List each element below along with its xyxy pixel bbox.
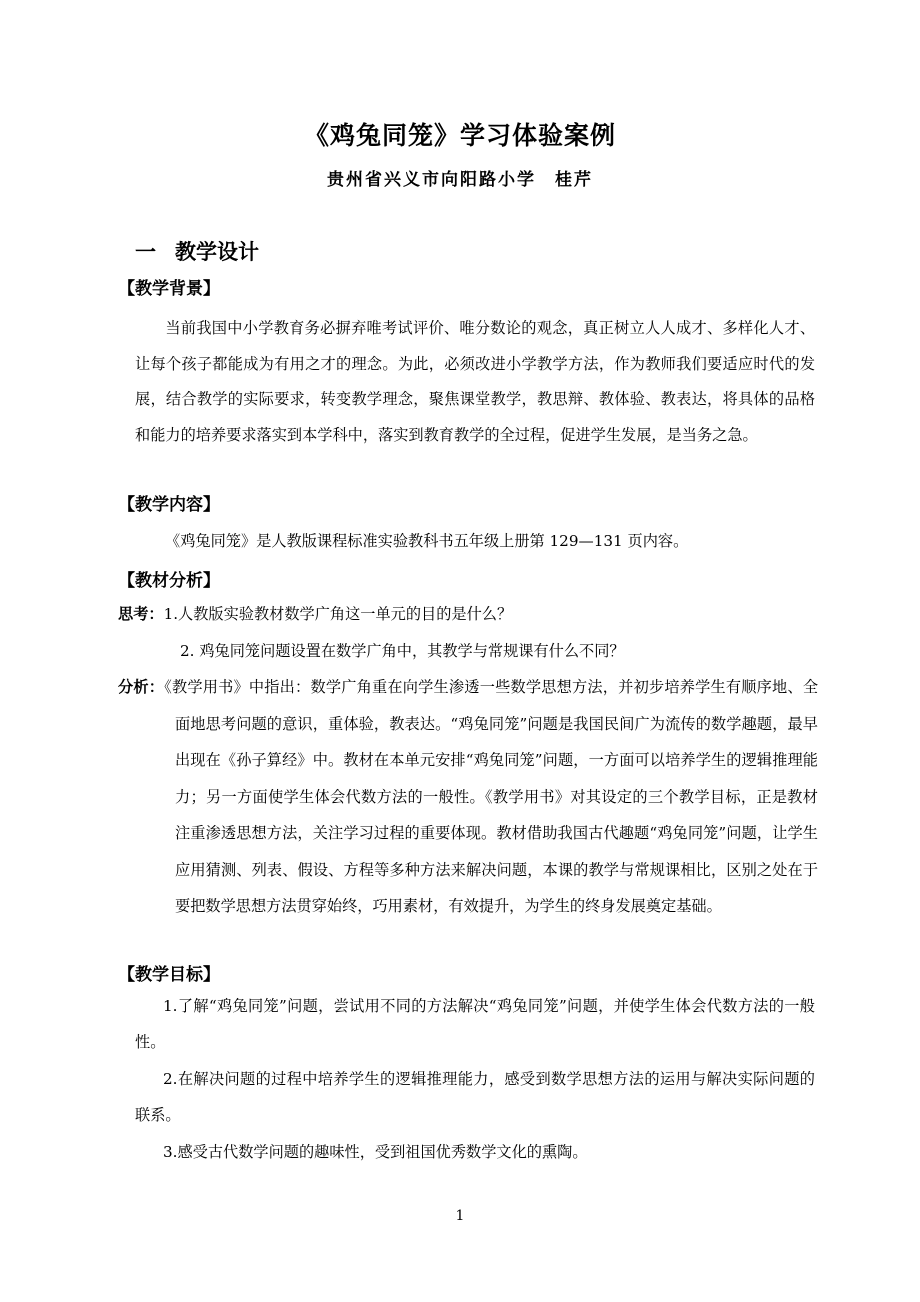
goal-item: 2.在解决问题的过程中培养学生的逻辑推理能力，感受到数学思想方法的运用与解决实际问题的联系。 [135, 1070, 815, 1124]
document-title: 《鸡兔同笼》学习体验案例 [303, 121, 616, 150]
analysis-paragraph [118, 669, 818, 925]
section-number: 一 [135, 240, 156, 264]
analysis-label: 分析： [118, 678, 165, 696]
think-label: 思考： [118, 605, 164, 623]
goals-heading: 【教学目标】 [118, 965, 220, 985]
section-title: 教学设计 [175, 240, 259, 264]
analysis-heading: 【教材分析】 [118, 571, 220, 591]
goal-item: 1.了解“鸡兔同笼”问题，尝试用不同的方法解决“鸡兔同笼”问题，并使学生体会代数方法的一般性。 [135, 997, 815, 1051]
section-heading [135, 236, 259, 266]
question-2: 2. 鸡兔同笼问题设置在数学广角中，其教学与常规课有什么不同？ [180, 642, 625, 660]
page-number: 1 [455, 1208, 465, 1224]
background-heading: 【教学背景】 [118, 279, 220, 299]
content-paragraph: 《鸡兔同笼》是人教版课程标准实验教科书五年级上册第 129—131 页内容。 [165, 532, 689, 550]
goal-item: 3.感受古代数学问题的趣味性，受到祖国优秀数学文化的熏陶。 [163, 1143, 588, 1161]
think-line [118, 603, 512, 624]
analysis-text: 《教学用书》中指出：数学广角重在向学生渗透一些数学思想方法，并初步培养学生有顺序地、全面地思考问题的意识，重体验，教表达。“鸡兔同笼”问题是我国民间广为流传的数学趣题，最早出现在《孙子算经》中。教材在本单元安排“鸡兔同笼”问题，一方面可以培养学生的逻辑推理能力；另一方面使学生体会代数方法的一般性。《教学用书》对其设定的三个教学目标，正是教材注重渗透思想方法，关注学习过程的重要体现。教材借助我国古代趣题“鸡兔同笼”问题，让学生应用猜测、列表、假设、方程等多种方法来解决问题，本课的教学与常规课相比，区别之处在于要把数学思想方法贯穿始终，巧用素材，有效提升，为学生的终身发展奠定基础。 [164, 678, 819, 915]
background-paragraph: 当前我国中小学教育务必摒弃唯考试评价、唯分数论的观念，真正树立人人成才、多样化人才、让每个孩子都能成为有用之才的理念。为此，必须改进小学教学方法，作为教师我们要适应时代的发展，结合教学的实际要求，转变教学理念，聚焦课堂教学，教思辩、教体验、教表达，将具体的品格和能力的培养要求落实到本学科中，落实到教育教学的全过程，促进学生发展，是当务之急。 [135, 319, 815, 444]
document-author: 贵州省兴义市向阳路小学 桂芹 [327, 170, 593, 190]
content-heading: 【教学内容】 [118, 495, 220, 515]
question-1: 1.人教版实验教材数学广角这一单元的目的是什么？ [163, 605, 513, 623]
